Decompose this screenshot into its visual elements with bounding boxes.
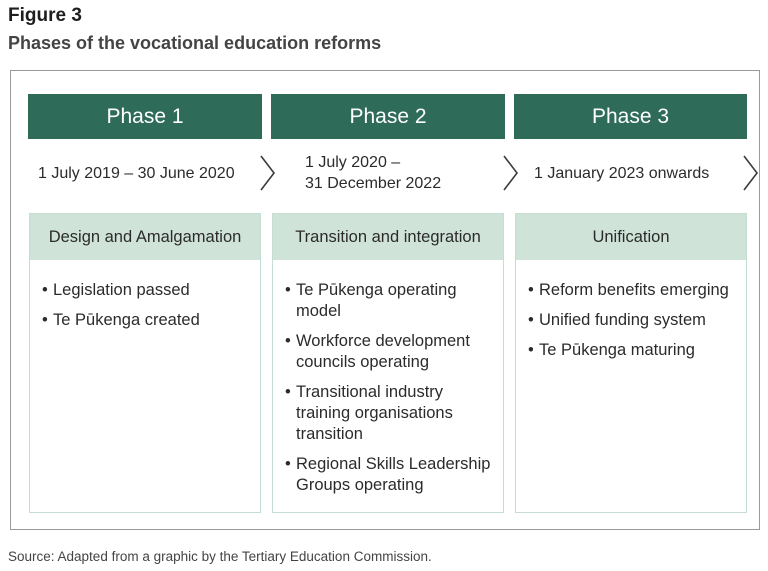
phase-3-panel-heading: Unification bbox=[516, 214, 746, 260]
figure-title: Phases of the vocational education reforms bbox=[8, 33, 382, 53]
phase-3-list bbox=[516, 260, 746, 361]
list-item: • Regional Skills Leadership Groups operating bbox=[285, 454, 493, 496]
phase-3-header: Phase 3 bbox=[514, 94, 747, 139]
phase-1-dates: 1 July 2019 – 30 June 2020 bbox=[38, 164, 235, 182]
phase-1-panel-heading: Design and Amalgamation bbox=[30, 214, 260, 260]
phase-column-3 bbox=[514, 94, 747, 207]
list-item: • Te Pūkenga maturing bbox=[528, 340, 736, 361]
phase-2-header: Phase 2 bbox=[271, 94, 505, 139]
phase-column-1 bbox=[28, 94, 262, 207]
list-item: • Workforce development councils operating bbox=[285, 331, 493, 373]
phase-1-panel bbox=[29, 213, 261, 513]
phase-1-list bbox=[30, 260, 260, 331]
phase-3-panel bbox=[515, 213, 747, 513]
phase-3-date-row bbox=[514, 139, 747, 207]
figure-label: Figure 3 bbox=[8, 5, 82, 26]
phase-2-panel-heading: Transition and integration bbox=[273, 214, 503, 260]
list-item: • Te Pūkenga created bbox=[42, 310, 250, 331]
phase-2-list bbox=[273, 260, 503, 496]
list-item: • Legislation passed bbox=[42, 280, 250, 301]
list-item: • Unified funding system bbox=[528, 310, 736, 331]
phase-3-dates: 1 January 2023 onwards bbox=[534, 164, 710, 182]
figure-source: Source: Adapted from a graphic by the Tertiary Education Commission. bbox=[8, 549, 432, 564]
phase-column-2 bbox=[271, 94, 505, 207]
phase-1-header: Phase 1 bbox=[28, 94, 262, 139]
list-item: • Transitional industry training organisations transition bbox=[285, 382, 493, 445]
phase-1-date-row bbox=[28, 139, 262, 207]
phase-2-date-row bbox=[271, 139, 505, 207]
list-item: • Reform benefits emerging bbox=[528, 280, 736, 301]
phase-2-panel bbox=[272, 213, 504, 513]
phase-2-dates: 1 July 2020 – 31 December 2022 bbox=[305, 154, 442, 192]
chevron-right-icon bbox=[739, 139, 761, 207]
list-item: • Te Pūkenga operating model bbox=[285, 280, 493, 322]
